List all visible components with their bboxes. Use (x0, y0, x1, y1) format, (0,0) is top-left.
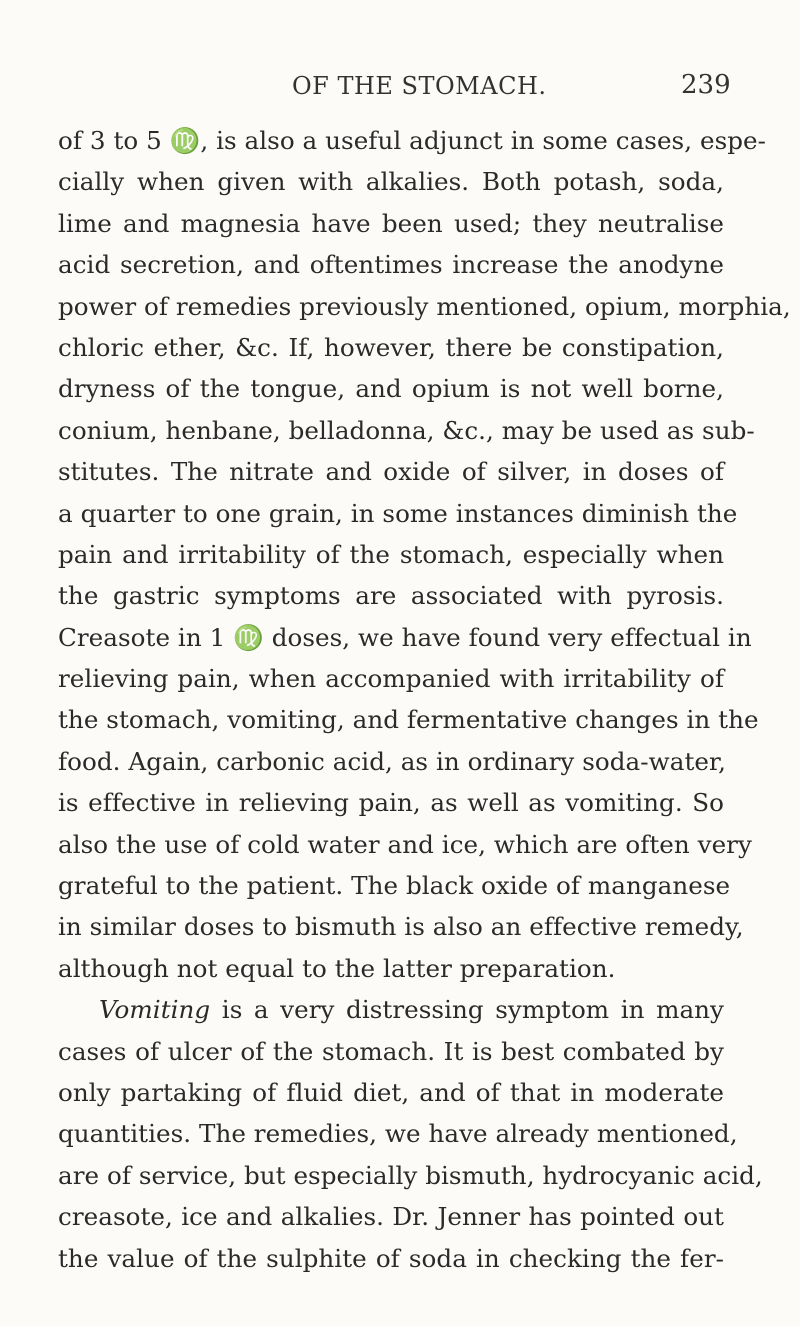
text-line: although not equal to the latter preparation. (58, 953, 616, 983)
italic-heading-vomiting: Vomiting (99, 995, 211, 1025)
text-line: relieving pain, when accompanied with irritability of (58, 664, 724, 694)
running-head (0, 72, 800, 108)
text-line: the gastric symptoms are associated with pyrosis. (58, 581, 724, 611)
text-line: food. Again, carbonic acid, as in ordinary soda-water, (58, 746, 726, 776)
text-line: cases of ulcer of the stomach. It is best combated by (58, 1036, 724, 1066)
text-line: conium, henbane, belladonna, &c., may be used as sub- (58, 415, 755, 445)
text-line: also the use of cold water and ice, which are often very (58, 829, 752, 859)
body-text (58, 120, 791, 1279)
text-line: cially when given with alkalies. Both potash, soda, (58, 167, 724, 197)
text-line: acid secretion, and oftentimes increase the anodyne (58, 250, 724, 280)
text-line: Creasote in 1 ♍ doses, we have found very effectual in (58, 622, 752, 652)
text-line: are of service, but especially bismuth, hydrocyanic acid, (58, 1160, 763, 1190)
text-line: is effective in relieving pain, as well as vomiting. So (58, 788, 724, 818)
text-run: is a very distressing symptom in many (210, 995, 724, 1025)
text-line: the stomach, vomiting, and fermentative changes in the (58, 705, 759, 735)
running-title: OF THE STOMACH. (292, 72, 547, 100)
text-line: quantities. The remedies, we have already mentioned, (58, 1119, 738, 1149)
text-line: chloric ether, &c. If, however, there be constipation, (58, 332, 724, 362)
page-number: 239 (681, 70, 731, 100)
text-line: grateful to the patient. The black oxide of manganese (58, 871, 731, 901)
text-line: dryness of the tongue, and opium is not well borne, (58, 374, 724, 404)
text-line: only partaking of fluid diet, and of that in moderate (58, 1077, 724, 1107)
text-line: the value of the sulphite of soda in checking the fer- (58, 1243, 724, 1273)
text-line: lime and magnesia have been used; they neutralise (58, 208, 724, 238)
paragraph-vomiting-first-line (58, 989, 724, 1030)
text-line: a quarter to one grain, in some instances diminish the (58, 498, 738, 528)
text-line: creasote, ice and alkalies. Dr. Jenner has pointed out (58, 1202, 724, 1232)
text-line: of 3 to 5 ♍, is also a useful adjunct in some cases, espe- (58, 126, 767, 155)
text-line: stitutes. The nitrate and oxide of silver, in doses of (58, 457, 724, 487)
text-line: power of remedies previously mentioned, opium, morphia, (58, 291, 791, 321)
text-line: pain and irritability of the stomach, especially when (58, 539, 724, 569)
text-line: in similar doses to bismuth is also an effective remedy, (58, 912, 744, 942)
